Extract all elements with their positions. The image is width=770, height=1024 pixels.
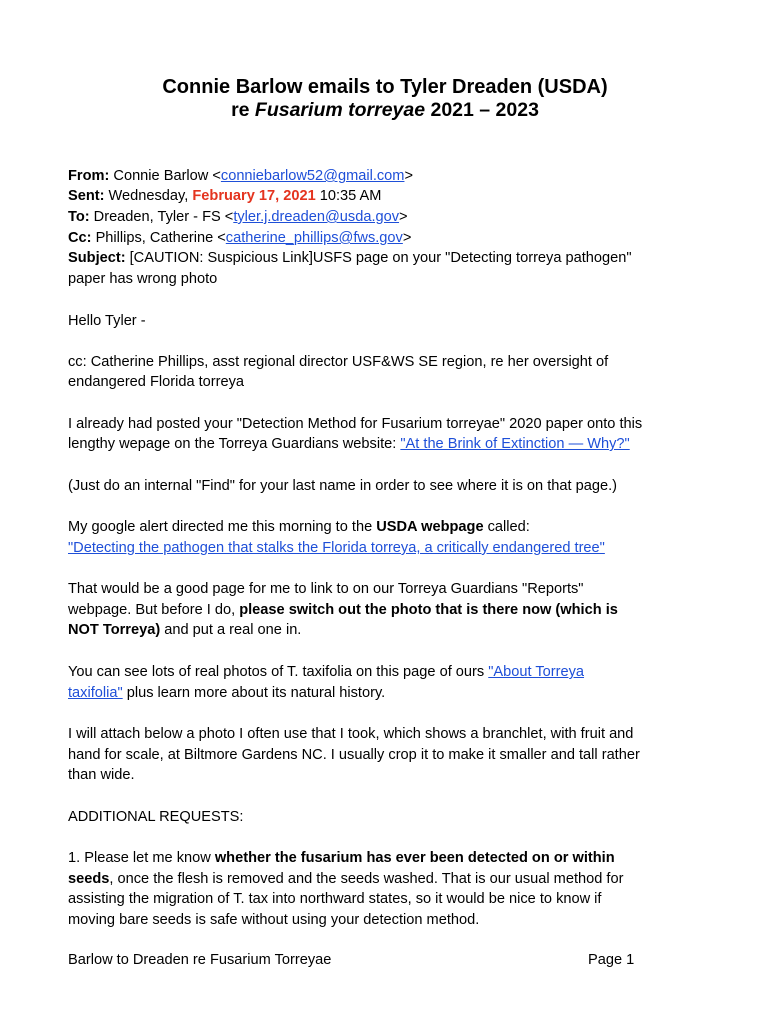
- paragraph-text: called:: [483, 519, 530, 535]
- email-cc-line: [68, 228, 411, 248]
- paragraph-line: That would be a good page for me to link to on our Torreya Guardians "Reports": [68, 581, 584, 597]
- paragraph-text: My google alert directed me this morning to the: [68, 519, 377, 535]
- email-sent-line: [68, 186, 381, 206]
- from-name: Connie Barlow <: [109, 168, 221, 184]
- cc-email-link[interactable]: catherine_phillips@fws.gov: [225, 230, 403, 246]
- footer-title: Barlow to Dreaden re Fusarium Torreyae: [68, 952, 332, 968]
- email-subject-line-2: paper has wrong photo: [68, 271, 218, 287]
- request-line: moving bare seeds is safe without using your detection method.: [68, 912, 480, 928]
- request-line: [68, 848, 615, 868]
- paragraph-text: lengthy wepage on the Torreya Guardians website:: [68, 436, 401, 452]
- from-email-link[interactable]: conniebarlow52@gmail.com: [220, 168, 405, 184]
- document-title: Connie Barlow emails to Tyler Dreaden (USDA): [162, 76, 608, 98]
- subject-text: [CAUTION: Suspicious Link]USFS page on your "Detecting torreya pathogen": [125, 250, 632, 266]
- from-label: From:: [68, 168, 110, 184]
- email-subject-line: [68, 248, 632, 268]
- cc-note-line: endangered Florida torreya: [68, 374, 245, 390]
- cc-label: Cc:: [68, 230, 92, 246]
- paragraph-text: You can see lots of real photos of T. taxifolia on this page of ours: [68, 664, 489, 680]
- paragraph-bold: please switch out the photo that is there now (which is: [239, 602, 618, 618]
- paragraph-line: [68, 600, 618, 620]
- paragraph-line: than wide.: [68, 767, 135, 783]
- from-close: >: [404, 168, 413, 184]
- to-label: To:: [68, 209, 90, 225]
- usda-webpage-link[interactable]: "Detecting the pathogen that stalks the Florida torreya, a critically endangered tree": [68, 540, 605, 556]
- paragraph-line: [68, 517, 530, 537]
- paragraph-line: I will attach below a photo I often use that I took, which shows a branchlet, with fruit and: [68, 726, 634, 742]
- paragraph-text: and put a real one in.: [160, 622, 302, 638]
- sent-date: February 17, 2021: [192, 188, 316, 204]
- paragraph-text: webpage. But before I do,: [68, 602, 240, 618]
- request-bold: seeds: [68, 871, 110, 887]
- request-text: 1. Please let me know: [68, 850, 215, 866]
- paragraph-line: [68, 662, 584, 682]
- page-number: Page 1: [588, 952, 635, 968]
- paragraph-line: I already had posted your "Detection Method for Fusarium torreyae" 2020 paper onto this: [68, 416, 643, 432]
- to-close: >: [399, 209, 408, 225]
- greeting: Hello Tyler -: [68, 313, 146, 329]
- paragraph-bold: USDA webpage: [376, 519, 484, 535]
- subtitle-species: Fusarium torreyae: [254, 99, 426, 121]
- sent-time: 10:35 AM: [315, 188, 382, 204]
- paragraph-line: [68, 538, 605, 558]
- paragraph-line: [68, 620, 301, 640]
- paragraph-line: (Just do an internal "Find" for your last name in order to see where it is on that page.): [68, 478, 617, 494]
- subtitle-years: 2021 – 2023: [425, 99, 539, 121]
- brink-of-extinction-link[interactable]: "At the Brink of Extinction — Why?": [400, 436, 630, 452]
- sent-label: Sent:: [68, 188, 105, 204]
- cc-name: Phillips, Catherine <: [91, 230, 226, 246]
- paragraph-line: hand for scale, at Biltmore Gardens NC. I usually crop it to make it smaller and tall rather: [68, 747, 640, 763]
- cc-close: >: [402, 230, 412, 246]
- request-line: assisting the migration of T. tax into northward states, so it would be nice to know if: [68, 891, 602, 907]
- paragraph-line: [68, 434, 630, 454]
- request-bold: whether the fusarium has ever been detected on or within: [214, 850, 615, 866]
- to-name: Dreaden, Tyler - FS <: [89, 209, 234, 225]
- subject-label: Subject:: [68, 250, 126, 266]
- paragraph-line: [68, 683, 385, 703]
- subtitle-lead: re: [231, 99, 255, 121]
- additional-requests-heading: ADDITIONAL REQUESTS:: [68, 809, 244, 825]
- about-torreya-link[interactable]: taxifolia": [68, 685, 123, 701]
- email-to-line: [68, 207, 408, 227]
- cc-note-line: cc: Catherine Phillips, asst regional director USF&WS SE region, re her oversight of: [68, 354, 609, 370]
- about-torreya-link[interactable]: "About Torreya: [488, 664, 585, 680]
- paragraph-bold: NOT Torreya): [68, 622, 161, 638]
- request-text: , once the flesh is removed and the seeds washed. That is our usual method for: [109, 871, 624, 887]
- sent-day: Wednesday,: [104, 188, 193, 204]
- email-from-line: [68, 166, 413, 186]
- to-email-link[interactable]: tyler.j.dreaden@usda.gov: [233, 209, 400, 225]
- paragraph-text: plus learn more about its natural history.: [122, 685, 386, 701]
- request-line: [68, 869, 623, 889]
- document-subtitle: [0, 98, 770, 122]
